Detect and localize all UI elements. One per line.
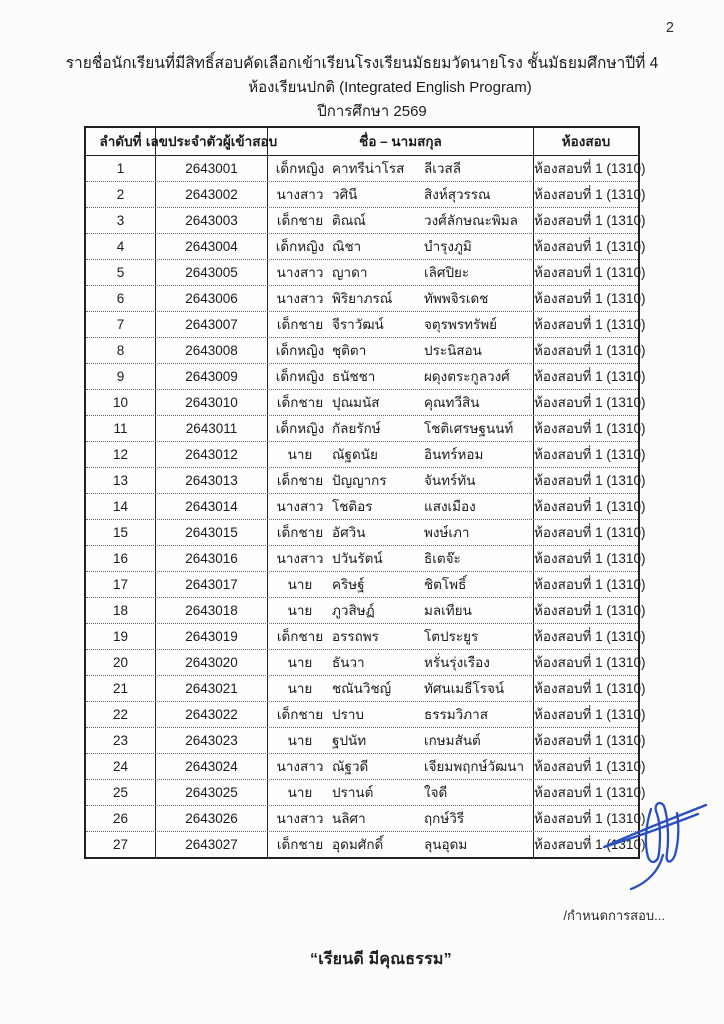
name-last: หรั่นรุ่งเรือง	[424, 654, 490, 670]
cell-exam-id: 2643013	[156, 468, 268, 493]
cell-exam-id: 2643022	[156, 702, 268, 727]
cell-order: 21	[86, 676, 156, 701]
cell-exam-room: ห้องสอบที่ 1 (1310)	[534, 446, 646, 462]
cell-exam-room: ห้องสอบที่ 1 (1310)	[534, 628, 646, 644]
cell-name	[268, 546, 534, 571]
name-last: ประนิสอน	[424, 342, 482, 358]
cell-name	[268, 780, 534, 805]
signature-icon	[588, 793, 724, 905]
name-last: เจียมพฤกษ์วัฒนา	[424, 758, 525, 774]
cell-order: 18	[86, 598, 156, 623]
cell-name	[268, 520, 534, 545]
name-first: ติณณ์	[332, 212, 366, 228]
cell-name	[268, 676, 534, 701]
name-first: ณิชา	[332, 238, 362, 254]
cell-order: 6	[86, 286, 156, 311]
cell-order: 8	[86, 338, 156, 363]
name-title: นาย	[287, 784, 313, 800]
cell-order: 13	[86, 468, 156, 493]
cell-name	[268, 598, 534, 623]
name-title: เด็กชาย	[276, 472, 324, 488]
cell-exam-id: 2643010	[156, 390, 268, 415]
cell-exam-room: ห้องสอบที่ 1 (1310)	[534, 290, 646, 306]
cell-order: 19	[86, 624, 156, 649]
cell-name	[268, 572, 534, 597]
cell-name	[268, 468, 534, 493]
name-first: ธนัชชา	[332, 368, 376, 384]
name-title: นาย	[287, 654, 313, 670]
cell-exam-id: 2643003	[156, 208, 268, 233]
name-first: พิริยาภรณ์	[332, 290, 393, 306]
name-first: คริษฐ์	[332, 576, 365, 592]
header-exam-id: เลขประจำตัวผู้เข้าสอบ	[156, 128, 268, 155]
cell-exam-room: ห้องสอบที่ 1 (1310)	[534, 498, 646, 514]
table-row	[86, 311, 646, 337]
cell-name	[268, 338, 534, 363]
name-title: เด็กชาย	[276, 524, 324, 540]
cell-order: 2	[86, 182, 156, 207]
cell-name	[268, 442, 534, 467]
cell-name	[268, 234, 534, 259]
table-row	[86, 389, 646, 415]
name-last: ลุนอุดม	[424, 836, 468, 852]
table-row	[86, 467, 646, 493]
cell-exam-id: 2643009	[156, 364, 268, 389]
student-table	[84, 126, 646, 859]
cell-order: 5	[86, 260, 156, 285]
name-last: คุณทวีสิน	[424, 394, 480, 410]
name-first: ปราบ	[332, 706, 364, 722]
name-title: นางสาว	[276, 264, 324, 280]
name-last: วงศ์ลักษณะพิมล	[424, 212, 518, 228]
table-row	[86, 597, 646, 623]
name-last: เลิศปิยะ	[424, 264, 470, 280]
cell-exam-room: ห้องสอบที่ 1 (1310)	[534, 680, 646, 696]
cell-order: 9	[86, 364, 156, 389]
cell-order: 11	[86, 416, 156, 441]
name-last: จันทร์ทัน	[424, 472, 476, 488]
cell-name	[268, 494, 534, 519]
name-last: เกษมสันต์	[424, 732, 481, 748]
name-title: นางสาว	[276, 550, 324, 566]
cell-exam-id: 2643020	[156, 650, 268, 675]
cell-exam-id: 2643018	[156, 598, 268, 623]
cell-exam-id: 2643019	[156, 624, 268, 649]
table-row	[86, 753, 646, 779]
cell-name	[268, 364, 534, 389]
name-last: ลีเวสลี	[424, 160, 461, 176]
cell-exam-id: 2643011	[156, 416, 268, 441]
name-title: เด็กหญิง	[275, 342, 325, 358]
cell-name	[268, 650, 534, 675]
cell-exam-id: 2643014	[156, 494, 268, 519]
cell-exam-room: ห้องสอบที่ 1 (1310)	[534, 810, 646, 826]
cell-exam-id: 2643004	[156, 234, 268, 259]
name-title: เด็กหญิง	[275, 420, 325, 436]
cell-exam-room: ห้องสอบที่ 1 (1310)	[534, 706, 646, 722]
cell-exam-id: 2643015	[156, 520, 268, 545]
name-first: ปวันรัตน์	[332, 550, 383, 566]
name-last: แสงเมือง	[424, 498, 476, 514]
table-row	[86, 441, 646, 467]
cell-order: 26	[86, 806, 156, 831]
name-last: ทัศนเมธีโรจน์	[424, 680, 505, 696]
name-last: สิงห์สุวรรณ	[424, 186, 491, 202]
cell-name	[268, 286, 534, 311]
cell-exam-id: 2643026	[156, 806, 268, 831]
cell-name	[268, 832, 534, 857]
cell-exam-id: 2643001	[156, 156, 268, 181]
cell-order: 16	[86, 546, 156, 571]
cell-exam-id: 2643006	[156, 286, 268, 311]
name-first: ณัฐวดี	[332, 758, 369, 774]
cell-exam-room: ห้องสอบที่ 1 (1310)	[534, 550, 646, 566]
cell-name	[268, 182, 534, 207]
name-title: เด็กชาย	[276, 706, 324, 722]
table-row	[86, 623, 646, 649]
name-title: เด็กชาย	[276, 628, 324, 644]
cell-order: 3	[86, 208, 156, 233]
name-last: มลเทียน	[424, 602, 472, 618]
header-order: ลำดับที่	[86, 128, 156, 155]
name-first: ปัญญากร	[332, 472, 387, 488]
academic-year: ปีการศึกษา 2569	[317, 103, 427, 120]
cell-exam-room: ห้องสอบที่ 1 (1310)	[534, 368, 646, 384]
cell-order: 27	[86, 832, 156, 857]
cell-order: 7	[86, 312, 156, 337]
name-title: เด็กชาย	[276, 394, 324, 410]
document-title-block	[0, 52, 724, 123]
cell-name	[268, 260, 534, 285]
cell-order: 20	[86, 650, 156, 675]
cell-exam-room: ห้องสอบที่ 1 (1310)	[534, 784, 646, 800]
cell-exam-id: 2643025	[156, 780, 268, 805]
table-row	[86, 156, 646, 181]
table-row	[86, 207, 646, 233]
name-last: บำรุงภูมิ	[424, 238, 472, 254]
cell-exam-room: ห้องสอบที่ 1 (1310)	[534, 836, 646, 852]
name-last: อินทร์หอม	[424, 446, 484, 462]
page-number: 2	[665, 20, 674, 36]
name-title: นางสาว	[276, 290, 324, 306]
document-title: รายชื่อนักเรียนที่มีสิทธิ์สอบคัดเลือกเข้าเรียนโรงเรียนมัธยมวัดนายโรง ชั้นมัธยมศึกษาปีที่ 4	[65, 55, 659, 72]
cell-order: 15	[86, 520, 156, 545]
name-title: เด็กหญิง	[275, 368, 325, 384]
name-first: โชติอร	[332, 498, 373, 514]
table-row	[86, 285, 646, 311]
cell-exam-room: ห้องสอบที่ 1 (1310)	[534, 524, 646, 540]
cell-exam-room: ห้องสอบที่ 1 (1310)	[534, 160, 646, 176]
header-exam-room: ห้องสอบ	[561, 133, 611, 149]
table-row	[86, 831, 646, 857]
name-first: ฐปนัท	[332, 732, 367, 748]
table-row	[86, 519, 646, 545]
cell-exam-id: 2643027	[156, 832, 268, 857]
name-title: เด็กหญิง	[275, 238, 325, 254]
name-first: ปรานต์	[332, 784, 374, 800]
cell-name	[268, 156, 534, 181]
name-last: ใจดี	[424, 784, 448, 800]
cell-order: 24	[86, 754, 156, 779]
table-row	[86, 259, 646, 285]
cell-exam-room: ห้องสอบที่ 1 (1310)	[534, 186, 646, 202]
name-title: เด็กชาย	[276, 836, 324, 852]
name-last: ชิตโพธิ์	[424, 576, 467, 592]
name-first: นลิศา	[332, 810, 366, 826]
name-title: นางสาว	[276, 498, 324, 514]
cell-exam-room: ห้องสอบที่ 1 (1310)	[534, 758, 646, 774]
cell-exam-room: ห้องสอบที่ 1 (1310)	[534, 238, 646, 254]
cell-exam-room: ห้องสอบที่ 1 (1310)	[534, 602, 646, 618]
cell-order: 22	[86, 702, 156, 727]
cell-exam-room: ห้องสอบที่ 1 (1310)	[534, 316, 646, 332]
name-first: ชณันวิชญ์	[332, 680, 392, 696]
name-first: ปุณมนัส	[332, 394, 380, 410]
cell-name	[268, 806, 534, 831]
name-title: นางสาว	[276, 810, 324, 826]
name-last: ธิเตจ๊ะ	[424, 550, 461, 566]
cell-exam-id: 2643017	[156, 572, 268, 597]
cell-order: 23	[86, 728, 156, 753]
cell-exam-id: 2643021	[156, 676, 268, 701]
name-title: นาย	[287, 576, 313, 592]
table-row	[86, 805, 646, 831]
table-body	[86, 156, 646, 857]
table-row	[86, 337, 646, 363]
name-last: ทัพพจิรเดช	[424, 290, 489, 306]
cell-name	[268, 728, 534, 753]
cell-exam-id: 2643012	[156, 442, 268, 467]
cell-name	[268, 624, 534, 649]
cell-exam-room: ห้องสอบที่ 1 (1310)	[534, 472, 646, 488]
name-first: ณัฐดนัย	[332, 446, 378, 462]
cell-exam-id: 2643002	[156, 182, 268, 207]
cell-order: 25	[86, 780, 156, 805]
cell-exam-room: ห้องสอบที่ 1 (1310)	[534, 420, 646, 436]
name-first: อุดมศักดิ์	[332, 836, 384, 852]
cell-name	[268, 702, 534, 727]
name-first: วศินี	[332, 186, 358, 202]
table-header-row	[86, 128, 638, 156]
name-first: ภูวสิษฏ์	[332, 602, 375, 618]
name-title: นางสาว	[276, 758, 324, 774]
name-first: กัลยรักษ์	[332, 420, 381, 436]
cell-exam-id: 2643024	[156, 754, 268, 779]
cell-exam-room: ห้องสอบที่ 1 (1310)	[534, 732, 646, 748]
name-first: อัศวิน	[332, 524, 366, 540]
cell-exam-room: ห้องสอบที่ 1 (1310)	[534, 576, 646, 592]
cell-order: 17	[86, 572, 156, 597]
name-last: โตประยูร	[424, 628, 479, 644]
name-last: โชติเศรษฐนนท์	[424, 420, 514, 436]
name-last: ผดุงตระกูลวงศ์	[424, 368, 510, 384]
cell-name	[268, 416, 534, 441]
cell-name	[268, 754, 534, 779]
cell-exam-id: 2643008	[156, 338, 268, 363]
name-last: ธรรมวิภาส	[424, 706, 488, 722]
name-title: เด็กชาย	[276, 316, 324, 332]
name-title: นาย	[287, 680, 313, 696]
name-first: จีราวัฒน์	[332, 316, 384, 332]
program-subtitle: ห้องเรียนปกติ (Integrated English Program)	[248, 79, 532, 96]
cell-order: 14	[86, 494, 156, 519]
cell-exam-id: 2643016	[156, 546, 268, 571]
table-row	[86, 545, 646, 571]
cell-exam-room: ห้องสอบที่ 1 (1310)	[534, 654, 646, 670]
handwritten-signature	[588, 793, 724, 905]
name-title: เด็กหญิง	[275, 160, 325, 176]
table-row	[86, 701, 646, 727]
table-row	[86, 493, 646, 519]
name-last: พงษ์เภา	[424, 524, 470, 540]
cell-order: 12	[86, 442, 156, 467]
school-motto: “เรียนดี มีคุณธรรม”	[310, 951, 452, 968]
name-first: ญาดา	[332, 264, 368, 280]
table-row	[86, 649, 646, 675]
table-row	[86, 727, 646, 753]
cell-exam-room: ห้องสอบที่ 1 (1310)	[534, 212, 646, 228]
cell-order: 1	[86, 156, 156, 181]
cell-order: 4	[86, 234, 156, 259]
cell-exam-room: ห้องสอบที่ 1 (1310)	[534, 394, 646, 410]
cell-name	[268, 390, 534, 415]
cell-name	[268, 208, 534, 233]
name-last: จตุรพรทรัพย์	[424, 316, 498, 332]
table-row	[86, 571, 646, 597]
cell-exam-id: 2643005	[156, 260, 268, 285]
table-row	[86, 181, 646, 207]
cell-exam-id: 2643007	[156, 312, 268, 337]
table-row	[86, 363, 646, 389]
cell-exam-room: ห้องสอบที่ 1 (1310)	[534, 342, 646, 358]
name-title: เด็กชาย	[276, 212, 324, 228]
name-title: นาย	[287, 602, 313, 618]
name-first: ธันวา	[332, 654, 365, 670]
name-first: อรรถพร	[332, 628, 379, 644]
header-name: ชื่อ – นามสกุล	[268, 128, 534, 155]
cell-exam-room: ห้องสอบที่ 1 (1310)	[534, 264, 646, 280]
cell-order: 10	[86, 390, 156, 415]
name-last: ฤกษ์วิรี	[424, 810, 465, 826]
name-first: ชุติตา	[332, 342, 367, 358]
name-title: นาย	[287, 446, 313, 462]
name-first: คาทรีน่าโรส	[332, 160, 405, 176]
name-title: นาย	[287, 732, 313, 748]
table-row	[86, 415, 646, 441]
name-title: นางสาว	[276, 186, 324, 202]
cell-exam-id: 2643023	[156, 728, 268, 753]
next-page-note: /กำหนดการสอบ...	[563, 908, 665, 923]
cell-name	[268, 312, 534, 337]
table-row	[86, 233, 646, 259]
table-row	[86, 779, 646, 805]
table-row	[86, 675, 646, 701]
